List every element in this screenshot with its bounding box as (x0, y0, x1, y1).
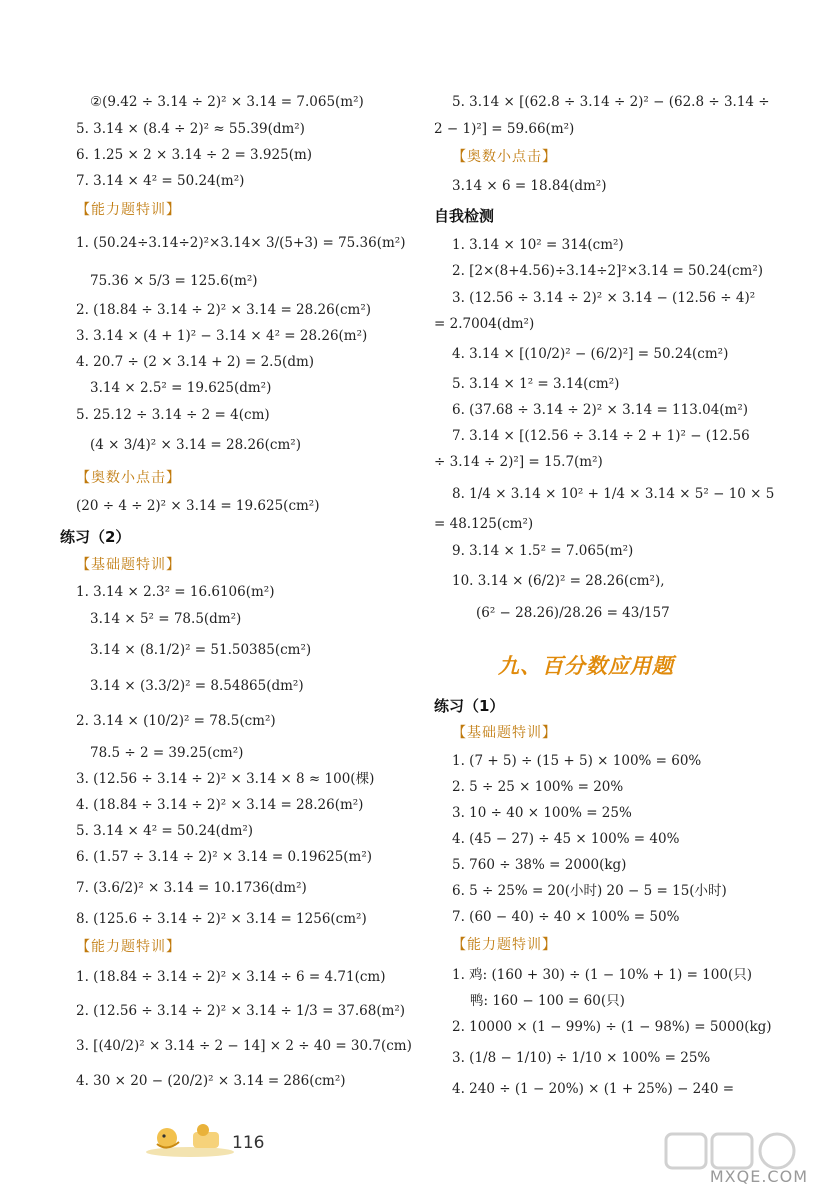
answer-line: 6. (37.68 ÷ 3.14 ÷ 2)² × 3.14 = 113.04(m²) (452, 402, 749, 418)
answer-line: 9. 3.14 × 1.5² = 7.065(m²) (452, 543, 634, 559)
answer-line: 3.14 × 5² = 78.5(dm²) (90, 611, 242, 627)
answer-line: 3. [(40/2)² × 3.14 ÷ 2 − 14] × 2 ÷ 40 = 30.7(cm) (76, 1038, 412, 1054)
answer-line: 4. 20.7 ÷ (2 × 3.14 + 2) = 2.5(dm) (76, 354, 315, 370)
answer-line: 3. 10 ÷ 40 × 100% = 25% (452, 805, 632, 821)
page-number: 116 (232, 1133, 265, 1153)
cartoon-decoration-icon (145, 1118, 235, 1158)
answer-line: 2. 5 ÷ 25 × 100% = 20% (452, 779, 624, 795)
answer-line: ②(9.42 ÷ 3.14 ÷ 2)² × 3.14 = 7.065(m²) (90, 94, 364, 110)
answer-line: 1. 3.14 × 10² = 314(cm²) (452, 237, 624, 253)
answer-line: 3.14 × (8.1/2)² = 51.50385(cm²) (90, 642, 312, 658)
answer-line: 5. 25.12 ÷ 3.14 ÷ 2 = 4(cm) (76, 407, 270, 423)
answer-line: 7. 3.14 × 4² = 50.24(m²) (76, 173, 245, 189)
answer-line: = 2.7004(dm²) (434, 316, 535, 332)
section-title: 练习（2） (60, 528, 131, 546)
section-title: 自我检测 (434, 207, 495, 225)
answer-line: 5. 3.14 × 1² = 3.14(cm²) (452, 376, 620, 392)
answer-line: 78.5 ÷ 2 = 39.25(cm²) (90, 745, 244, 761)
answer-line: 1. (18.84 ÷ 3.14 ÷ 2)² × 3.14 ÷ 6 = 4.71(cm) (76, 969, 386, 985)
answer-line: 2 − 1)²] = 59.66(m²) (434, 121, 575, 137)
answer-line: 7. (3.6/2)² × 3.14 = 10.1736(dm²) (76, 880, 307, 896)
answer-line: 5. 3.14 × [(62.8 ÷ 3.14 ÷ 2)² − (62.8 ÷ 3.14 ÷ (452, 94, 770, 110)
answer-line: 3. (1/8 − 1/10) ÷ 1/10 × 100% = 25% (452, 1050, 711, 1066)
answer-line: (6² − 28.26)/28.26 = 43/157 (476, 605, 670, 621)
answer-line: (4 × 3/4)² × 3.14 = 28.26(cm²) (90, 437, 301, 453)
answer-line: 2. 3.14 × (10/2)² = 78.5(cm²) (76, 713, 276, 729)
chapter-title: 九、百分数应用题 (498, 654, 674, 678)
section-heading: 【基础题特训】 (452, 725, 557, 741)
answer-line: 3. (12.56 ÷ 3.14 ÷ 2)² × 3.14 × 8 ≈ 100(棵) (76, 771, 375, 787)
answer-line: 8. 1/4 × 3.14 × 10² + 1/4 × 3.14 × 5² − 10 × 5 (452, 486, 775, 502)
answer-line: 1. (7 + 5) ÷ (15 + 5) × 100% = 60% (452, 753, 702, 769)
answer-line: 3. (12.56 ÷ 3.14 ÷ 2)² × 3.14 − (12.56 ÷ 4)² (452, 290, 756, 306)
answer-line: 8. (125.6 ÷ 3.14 ÷ 2)² × 3.14 = 1256(cm²) (76, 911, 367, 927)
answer-line: = 48.125(cm²) (434, 516, 534, 532)
answer-line: 1. 鸡: (160 + 30) ÷ (1 − 10% + 1) = 100(只) (452, 967, 752, 983)
answer-line: 4. 3.14 × [(10/2)² − (6/2)²] = 50.24(cm²) (452, 346, 729, 362)
section-title: 练习（1） (434, 697, 505, 715)
answer-line: 4. (45 − 27) ÷ 45 × 100% = 40% (452, 831, 680, 847)
answer-line: 2. (12.56 ÷ 3.14 ÷ 2)² × 3.14 ÷ 1/3 = 37.68(m²) (76, 1003, 406, 1019)
answer-line: 6. 1.25 × 2 × 3.14 ÷ 2 = 3.925(m) (76, 147, 313, 163)
answer-line: 3.14 × 2.5² = 19.625(dm²) (90, 380, 272, 396)
answer-line: 2. 10000 × (1 − 99%) ÷ (1 − 98%) = 5000(kg) (452, 1019, 772, 1035)
answer-line: 2. (18.84 ÷ 3.14 ÷ 2)² × 3.14 = 28.26(cm²) (76, 302, 372, 318)
section-heading: 【基础题特训】 (76, 557, 181, 573)
answer-line: 6. (1.57 ÷ 3.14 ÷ 2)² × 3.14 = 0.19625(m²) (76, 849, 373, 865)
answer-line: 4. 240 ÷ (1 − 20%) × (1 + 25%) − 240 = (452, 1081, 735, 1097)
answer-line: (20 ÷ 4 ÷ 2)² × 3.14 = 19.625(cm²) (76, 498, 320, 514)
answer-line: 3.14 × (3.3/2)² = 8.54865(dm²) (90, 678, 304, 694)
answer-line: 3.14 × 6 = 18.84(dm²) (452, 178, 607, 194)
answer-line: 4. 30 × 20 − (20/2)² × 3.14 = 286(cm²) (76, 1073, 346, 1089)
answer-line: 5. 3.14 × (8.4 ÷ 2)² ≈ 55.39(dm²) (76, 121, 305, 137)
answer-line: 1. (50.24÷3.14÷2)²×3.14× 3/(5+3) = 75.36(m²) (76, 235, 406, 251)
answer-line: 5. 760 ÷ 38% = 2000(kg) (452, 857, 627, 873)
section-heading: 【奥数小点击】 (76, 470, 181, 486)
answer-line: 7. 3.14 × [(12.56 ÷ 3.14 ÷ 2 + 1)² − (12.56 (452, 428, 750, 444)
answer-line: 7. (60 − 40) ÷ 40 × 100% = 50% (452, 909, 680, 925)
answer-line: 75.36 × 5/3 = 125.6(m²) (90, 273, 258, 289)
answer-line: 4. (18.84 ÷ 3.14 ÷ 2)² × 3.14 = 28.26(m²) (76, 797, 364, 813)
answer-line: 2. [2×(8+4.56)÷3.14÷2]²×3.14 = 50.24(cm²) (452, 263, 764, 279)
section-heading: 【能力题特训】 (452, 937, 557, 953)
answer-line: 6. 5 ÷ 25% = 20(小时) 20 − 5 = 15(小时) (452, 883, 727, 899)
answer-line: 3. 3.14 × (4 + 1)² − 3.14 × 4² = 28.26(m²) (76, 328, 368, 344)
section-heading: 【能力题特训】 (76, 939, 181, 955)
section-heading: 【能力题特训】 (76, 202, 181, 218)
answer-line: 10. 3.14 × (6/2)² = 28.26(cm²), (452, 573, 665, 589)
section-heading: 【奥数小点击】 (452, 149, 557, 165)
answer-line: 鸭: 160 − 100 = 60(只) (470, 993, 625, 1009)
watermark-text: MXQE.COM (709, 1167, 808, 1186)
answer-line: ÷ 3.14 ÷ 2)²] = 15.7(m²) (434, 454, 603, 470)
answer-line: 5. 3.14 × 4² = 50.24(dm²) (76, 823, 254, 839)
answer-line: 1. 3.14 × 2.3² = 16.6106(m²) (76, 584, 275, 600)
